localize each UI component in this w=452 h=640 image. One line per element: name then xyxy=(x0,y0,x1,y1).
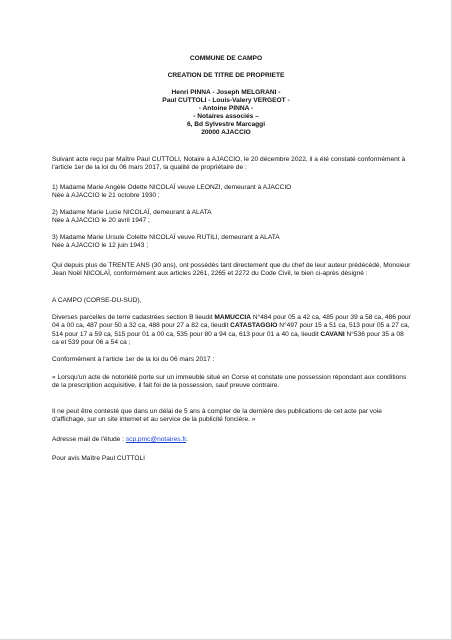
contact-label: Adresse mail de l'étude : xyxy=(52,436,126,443)
quote-text: Il ne peut être contesté que dans un délai de 5 ans à compter de la dernière des publications de cet acte par voie d'affichage, sur un site internet et au service de la publicité foncière. » xyxy=(52,408,382,424)
signature-line xyxy=(52,455,412,463)
owner-birth: Née à AJACCIO le 21 octobre 1930 ; xyxy=(52,192,160,200)
place-name: MAMUCCIA xyxy=(214,314,251,321)
email-link[interactable]: scp.pmc@notaires.fr xyxy=(125,436,187,443)
location-text: A CAMPO (CORSE-DU-SUD), xyxy=(52,297,142,304)
owner-1 xyxy=(52,184,412,201)
owner-name: 3) Madame Marie Ursule Colette NICOLAÏ veuve RUTILI, demeurant à ALATA xyxy=(52,234,280,241)
notary-line: - Notaires associés – xyxy=(193,113,259,120)
location-paragraph xyxy=(52,297,412,305)
place-name: CAVANI xyxy=(320,330,345,338)
parcels-part: Diverses parcelles de terre cadastrées section B lieudit xyxy=(52,314,215,321)
quote-paragraph-1 xyxy=(52,374,412,391)
conformity-text: Conformément à l'article 1er de la loi du 06 mars 2017 : xyxy=(52,356,215,363)
owner-birth: Née à AJACCIO le 20 avril 1947 ; xyxy=(52,217,150,225)
quote-text: « Lorsqu'un acte de notoriété porte sur un immeuble situé en Corse et constate une possession répondant aux conditions de la prescription acquisitive, il fait foi de la possession, sauf preuve contraire. xyxy=(52,374,407,390)
notary-line: Paul CUTTOLI - Louis-Valery VERGEOT - xyxy=(162,97,290,104)
owner-name: 2) Madame Marie Lucie NICOLAÏ, demeurant à ALATA xyxy=(52,209,212,216)
contact-text xyxy=(52,436,412,444)
intro-paragraph xyxy=(52,156,412,173)
possession-paragraph xyxy=(52,262,412,279)
contact-line xyxy=(52,436,412,444)
parcels-part: N°484 pour 05 a 42 ca, 485 pour 39 a 58 ca, 486 pour 04 a 00 ca, 487 pour 50 a 32 ca, 488 pour 27 a 82 ca, lieudit xyxy=(52,314,411,330)
owner-3 xyxy=(52,234,412,251)
notary-city: 20000 AJACCIO xyxy=(201,129,251,136)
owner-name: 1) Madame Marie Angèle Odette NICOLAÏ veuve LEONZI, demeurant à AJACCIO xyxy=(52,184,292,191)
parcels-part: N°497 pour 15 a 51 ca, 513 pour 05 a 27 ca, 514 pour 17 a 59 ca, 515 pour 01 a 00 ca, 535 pour 80 a 94 ca, 613 pour 01 a 40 ca, lieudit xyxy=(52,322,410,338)
document-title: CREATION DE TITRE DE PROPRIETE xyxy=(167,72,285,79)
parcels-paragraph xyxy=(52,314,412,348)
quote-paragraph-2 xyxy=(52,408,412,425)
intro-text: Suivant acte reçu par Maître Paul CUTTOLI, Notaire à AJACCIO, le 20 décembre 2022, il a été constaté conformément à l'article 1er de la loi du 06 mars 2017, la qualité de propriétaire de : xyxy=(52,156,406,172)
notary-address: 6, Bd Sylvestre Marcaggi xyxy=(186,121,266,128)
conformity-paragraph xyxy=(52,356,412,364)
signature-text: Pour avis Maître Paul CUTTOLI xyxy=(52,455,145,462)
owner-birth: Née à AJACCIO le 12 juin 1943 ; xyxy=(52,242,149,250)
place-name: CATASTAGGIO xyxy=(230,322,278,330)
commune-title: COMMUNE DE CAMPO xyxy=(189,55,263,62)
possession-text: Qui depuis plus de TRENTE ANS (30 ans), ont possédés tant directement que du chef de leur auteur prédécédé, Monsieur Jean Noël NICOLAÏ, conformément aux articles 2261, 2265 et 2272 du Code Civil, le bien ci-après désigné : xyxy=(52,262,411,278)
contact-end: . xyxy=(186,436,188,443)
parcels-text xyxy=(52,314,412,348)
notary-line: - Antoine PINNA - xyxy=(198,105,254,112)
notary-line: Henri PINNA - Joseph MELGRANI - xyxy=(171,89,281,96)
parcels-part: N°536 pour 35 a 08 ca et 539 pour 06 a 54 ca ; xyxy=(52,330,404,347)
owner-2 xyxy=(52,209,412,226)
